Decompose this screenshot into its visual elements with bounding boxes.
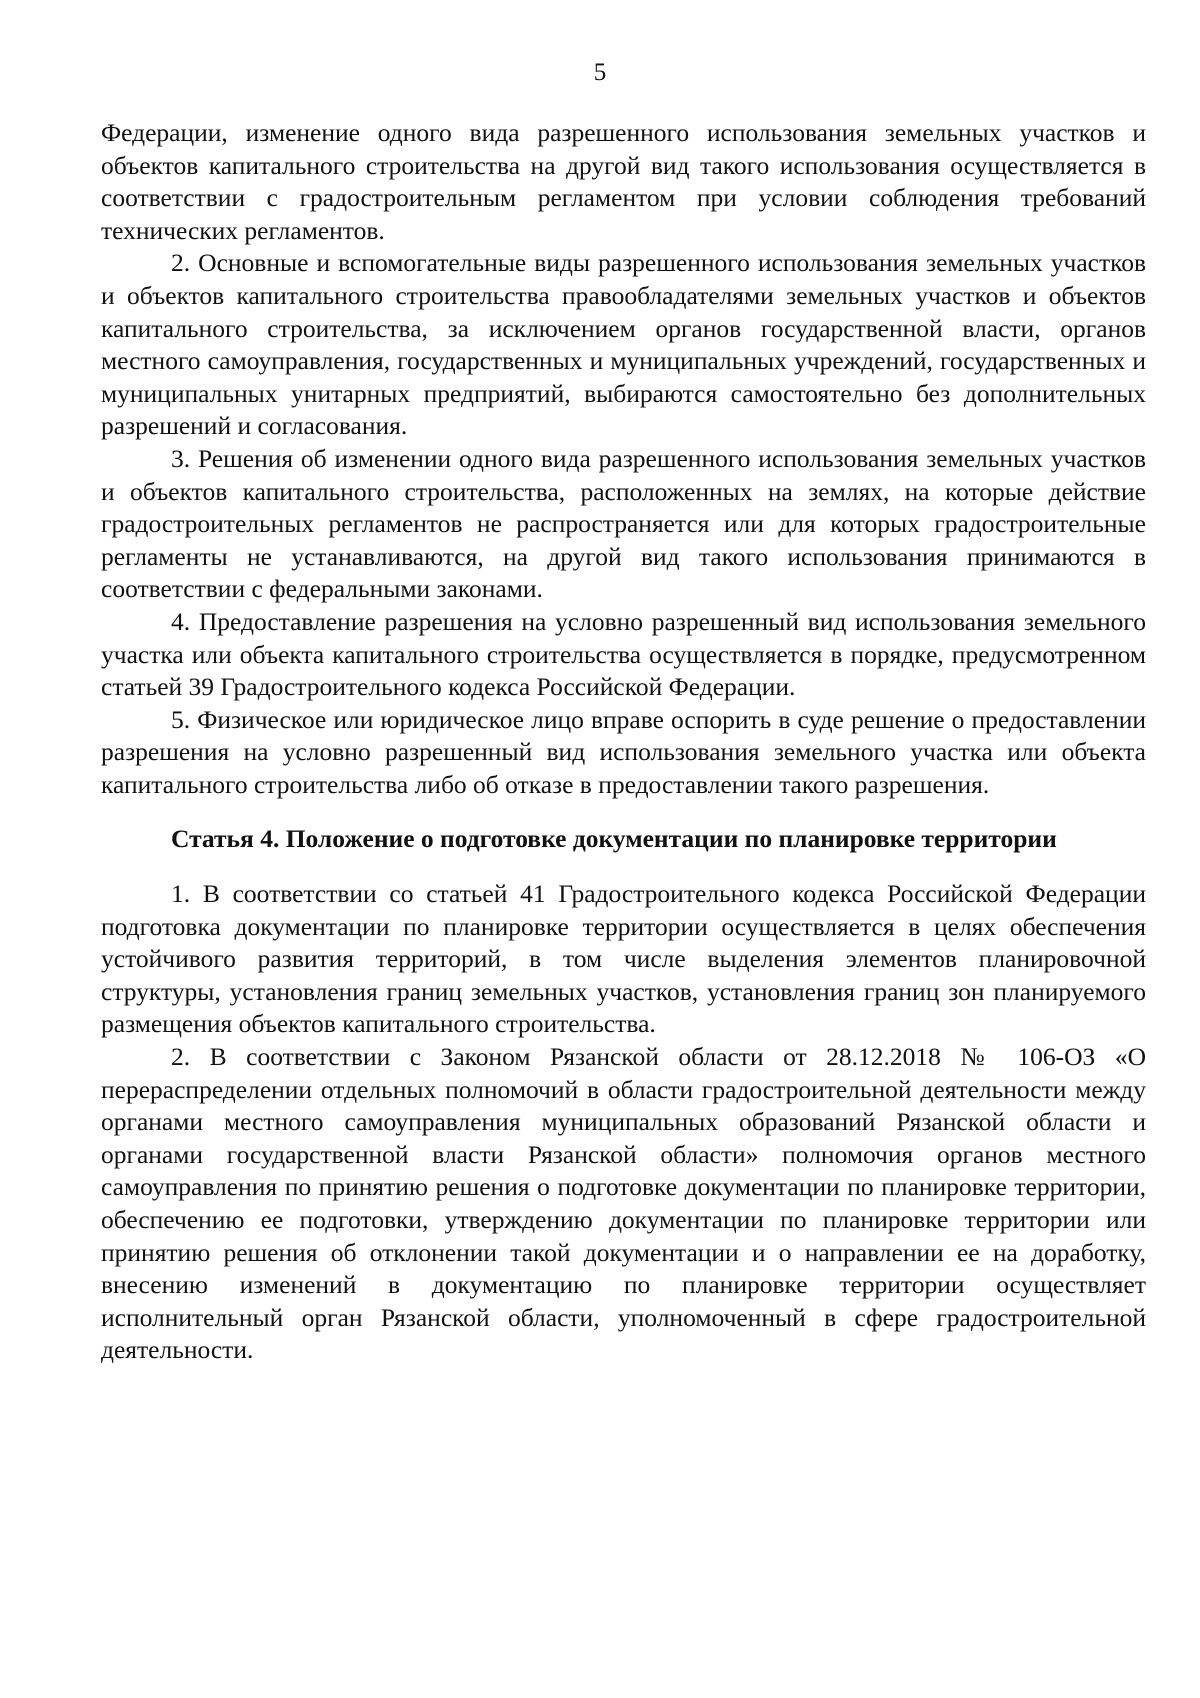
paragraph-item-3: 3. Решения об изменении одного вида разрешенного использования земельных участков и объектов капитального строительства, расположенных на землях, на которые действие градостроительных регламентов не распространяется или для которых градостроительные регламенты не устанавливаются, на другой вид такого использования принимаются в соответствии с федеральными законами. [101, 443, 1146, 604]
paragraph-item-4: 4. Предоставление разрешения на условно разрешенный вид использования земельного участка или объекта капитального строительства осуществляется в порядке, предусмотренном статьей 39 Градостроительного кодекса Российской Федерации. [101, 606, 1146, 702]
paragraph-item-5: 5. Физическое или юридическое лицо вправе оспорить в суде решение о предоставлении разрешения на условно разрешенный вид использования земельного участка или объекта капитального строительства либо об отказе в предоставлении такого разрешения. [101, 704, 1146, 799]
paragraph-continuation: Федерации, изменение одного вида разрешенного использования земельных участков и объектов капитального строительства на другой вид такого использования осуществляется в соответствии с градостроительным регламентом при условии соблюдения требований технических регламентов. [101, 118, 1146, 245]
page-number: 5 [593, 59, 607, 86]
paragraph-item-2: 2. Основные и вспомогательные виды разрешенного использования земельных участков и объектов капитального строительства правообладателями земельных участков и объектов капитального строительства, за исключением органов государственной власти, органов местного самоуправления, государственных и муниципальных учреждений, государственных и муниципальных унитарных предприятий, выбираются самостоятельно без дополнительных разрешений и согласования. [101, 248, 1146, 441]
article-4-paragraph-1: 1. В соответствии со статьей 41 Градостроительного кодекса Российской Федерации подготовка документации по планировке территории осуществляется в целях обеспечения устойчивого развития территорий, в том числе выделения элементов планировочной структуры, установления границ земельных участков, установления границ зон планируемого размещения объектов капитального строительства. [101, 879, 1146, 1039]
article-4-heading: Статья 4. Положение о подготовке документации по планировке территории [171, 824, 1057, 854]
document-body [101, 117, 1146, 1367]
article-4-paragraph-2: 2. В соответствии с Законом Рязанской области от 28.12.2018 № 106-ОЗ «О перераспределении отдельных полномочий в области градостроительной деятельности между органами местного самоуправления муниципальных образований Рязанской области и органами государственной власти Рязанской области» полномочия органов местного самоуправления по принятию решения о подготовке документации по планировке территории, обеспечению ее подготовки, утверждению документации по планировке территории или принятию решения об отклонении такой документации и о направлении ее на доработку, внесению изменений в документацию по планировке территории осуществляет исполнительный орган Рязанской области, уполномоченный в сфере градостроительной деятельности. [101, 1042, 1146, 1365]
